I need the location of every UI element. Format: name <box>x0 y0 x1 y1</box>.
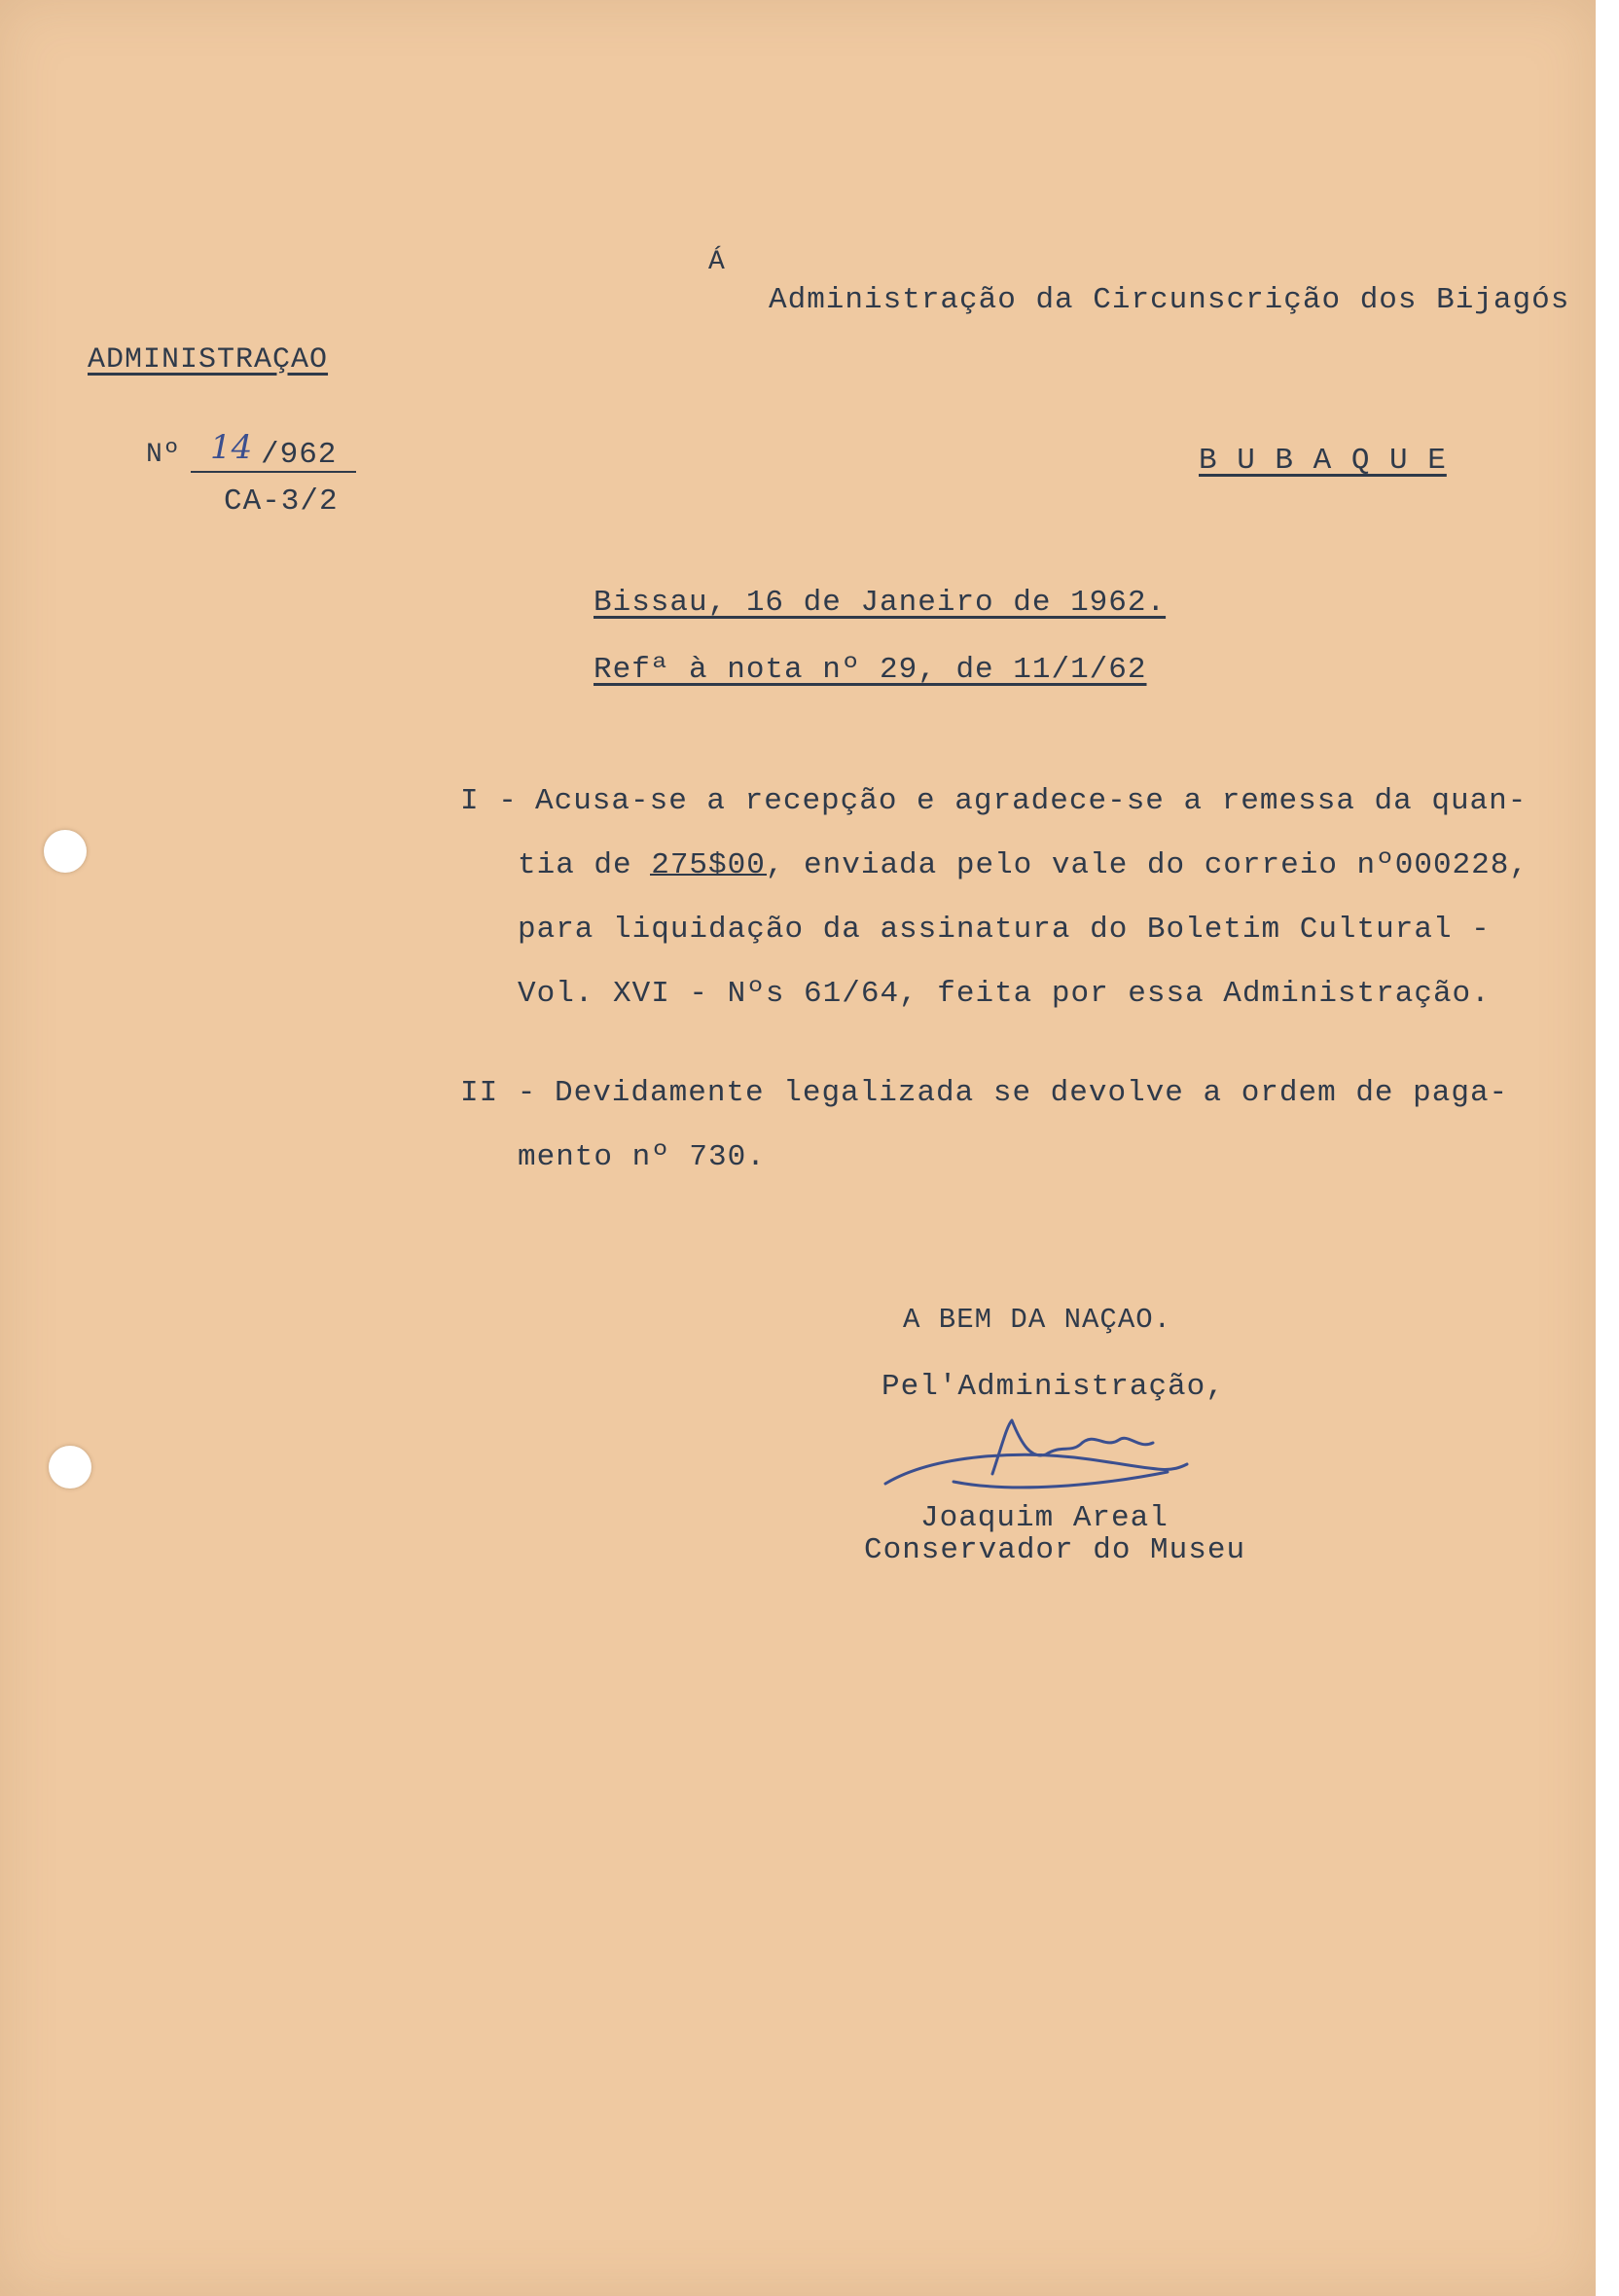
date-line: Bissau, 16 de Janeiro de 1962. <box>594 586 1167 620</box>
paragraph-1-numeral: I - <box>460 784 518 818</box>
closing-salutation: A BEM DA NAÇAO. <box>903 1304 1172 1336</box>
paragraph-1-line-1: Acusa-se a recepção e agradece-se a remessa da quan- <box>535 784 1528 818</box>
amount-underline <box>650 874 767 876</box>
document-number <box>146 428 370 473</box>
addressee-place: B U B A Q U E <box>1199 444 1447 478</box>
number-year: /962 <box>261 438 338 472</box>
signer-name: Joaquim Areal <box>920 1501 1169 1535</box>
sender-office: ADMINISTRAÇAO <box>88 343 329 377</box>
paragraph-2-line-1: Devidamente legalizada se devolve a ordem de paga- <box>555 1076 1509 1110</box>
classification-code: CA-3/2 <box>224 484 339 519</box>
signature-scribble <box>876 1416 1197 1503</box>
signer-title: Conservador do Museu <box>864 1533 1246 1567</box>
reference-line: Refª à nota nº 29, de 11/1/62 <box>594 653 1147 687</box>
addressee-to-mark: Á <box>708 247 726 277</box>
punch-hole-bottom <box>49 1446 91 1489</box>
paragraph-1-line-4: Vol. XVI - Nºs 61/64, feita por essa Administração. <box>518 977 1491 1011</box>
closing-on-behalf: Pel'Administração, <box>881 1370 1225 1404</box>
number-prefix: Nº <box>146 440 181 470</box>
punch-hole-top <box>44 830 87 873</box>
addressee-line: Administração da Circunscrição dos Bijagós <box>769 283 1570 317</box>
number-handwritten: 14 <box>210 428 253 467</box>
paragraph-2-numeral: II - <box>460 1076 537 1110</box>
paragraph-1-line-2: tia de 275$00, enviada pelo vale do correio nº000228, <box>518 848 1529 882</box>
paragraph-1-line-3: para liquidação da assinatura do Boletim Cultural - <box>518 913 1491 947</box>
paragraph-2-line-2: mento nº 730. <box>518 1140 766 1174</box>
